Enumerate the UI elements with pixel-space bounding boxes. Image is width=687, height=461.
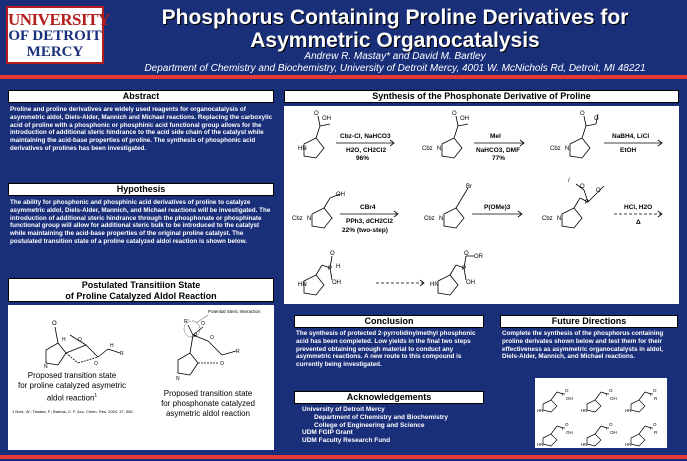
potential-steric-text: Potential Steric Interaction <box>208 309 261 314</box>
svg-text:N: N <box>565 146 570 152</box>
svg-text:N: N <box>557 216 562 222</box>
proline-structure <box>304 116 330 158</box>
ack-line-4: UDM FGIP Grant <box>302 429 353 437</box>
svg-text:OH: OH <box>566 430 573 435</box>
r2-reagent-top: MeI <box>490 133 501 140</box>
acknowledgements-list <box>302 406 448 445</box>
svg-text:Br: Br <box>466 184 472 190</box>
svg-text:OH: OH <box>322 116 331 122</box>
r4-reagent-bottom-1: PPh3, dCH2Cl2 <box>346 218 393 225</box>
ts-reference: 1 Notz, W.; Tanaka, F.; Barbas, C. F. Acc. Chem. Res. 2004, 37, 580. <box>12 409 134 414</box>
ack-line-2: Department of Chemistry and Biochemistry <box>314 413 449 421</box>
svg-text:OH: OH <box>336 192 345 198</box>
synthesis-heading: Synthesis of the Phosphonate Derivative of Proline <box>284 90 679 103</box>
ts-caption-left <box>12 371 132 404</box>
svg-text:Cbz: Cbz <box>422 146 433 152</box>
ack-line-5: UDM Faculty Research Fund <box>302 437 391 445</box>
ts-panel <box>8 305 274 450</box>
university-logo <box>6 6 110 64</box>
svg-text:R: R <box>654 396 658 401</box>
title-line-2: Asymmetric Organocatalysis <box>250 29 540 52</box>
svg-text:P: P <box>650 426 654 431</box>
svg-text:OR: OR <box>474 254 483 260</box>
svg-text:O: O <box>210 335 214 341</box>
svg-text:O: O <box>314 111 319 117</box>
svg-text:HN: HN <box>625 408 632 413</box>
svg-text:N: N <box>307 216 312 222</box>
svg-text:Cbz: Cbz <box>424 216 435 222</box>
svg-text:HN: HN <box>581 442 588 447</box>
svg-text:O: O <box>580 184 585 190</box>
svg-text:H: H <box>110 343 114 349</box>
svg-text:O: O <box>594 116 599 122</box>
ts-caption-left-3: aldol reaction <box>46 393 95 403</box>
svg-text:O: O <box>78 337 82 343</box>
svg-text:HN: HN <box>298 146 307 152</box>
svg-text:O: O <box>94 361 98 367</box>
svg-text:P: P <box>585 200 590 206</box>
logo-line-2-3 <box>8 28 102 60</box>
svg-text:O: O <box>464 251 469 257</box>
ack-line-3: College of Engineering and Science <box>314 421 425 429</box>
svg-text:O: O <box>653 388 657 393</box>
future-heading: Future Directions <box>500 315 678 328</box>
phosphonic-acid-structure <box>438 256 474 295</box>
svg-text:O: O <box>52 321 57 327</box>
svg-text:N: N <box>437 146 442 152</box>
svg-text:O: O <box>201 321 205 327</box>
svg-text:OH: OH <box>332 280 341 286</box>
r4-reagent-bottom-2: 22% (two-step) <box>342 227 388 234</box>
svg-text:Cbz: Cbz <box>542 216 553 222</box>
svg-text:P: P <box>562 426 566 431</box>
r1-yield: 96% <box>356 155 370 162</box>
svg-text:R: R <box>236 349 240 355</box>
svg-text:O: O <box>609 388 613 393</box>
r5-reagent-top: P(OMe)3 <box>484 204 511 211</box>
hypothesis-heading: Hypothesis <box>8 183 274 196</box>
r3-reagent-top: NaBH4, LiCl <box>612 133 650 140</box>
ts-heading-line-2: of Proline Catalyzed Aldol Reaction <box>65 291 217 301</box>
svg-text:R: R <box>654 430 658 435</box>
logo-line-2: OF DETROIT <box>8 28 102 44</box>
poster-title <box>110 6 680 52</box>
conclusion-text: The synthesis of protected 2-pyrrolidinylmethyl phosphonic acid has been completed. Low yields in the final two steps prevented obtaining enough material to conduct any asymmetric reactions. A new route to this compound is currently being investigated. <box>296 330 476 369</box>
future-text: Complete the synthesis of the phosphorus containing proline derivates shown below and test them for their effectiveness as asymmetric organocatalysts in aldol, Diels-Alder, Mannich, and Michael reactions. <box>502 330 664 361</box>
synthesis-panel <box>284 106 679 304</box>
svg-text:OH: OH <box>610 396 617 401</box>
r2-reagent-bottom: NaHCO3, DMF <box>476 147 521 154</box>
ts-caption-left-1: Proposed transition state <box>27 371 117 380</box>
svg-text:/: / <box>568 178 570 184</box>
top-divider <box>0 75 687 79</box>
ts-caption-right <box>146 389 270 419</box>
cbz-prolinol-structure <box>312 194 340 228</box>
potential-steric-label <box>208 309 261 314</box>
svg-text:R': R' <box>184 319 189 325</box>
ts-caption-left-sup: 1 <box>94 393 98 399</box>
r1-reagent-bottom: H2O, CH2Cl2 <box>346 147 387 154</box>
svg-text:N: N <box>439 216 444 222</box>
svg-text:O: O <box>565 388 569 393</box>
logo-line-3: MERCY <box>26 44 84 60</box>
ack-line-1: University of Detroit Mercy <box>302 406 385 413</box>
svg-text:Cbz: Cbz <box>550 146 561 152</box>
svg-text:O: O <box>220 361 224 367</box>
ts-caption-right-1: Proposed transition state <box>163 389 253 398</box>
proline-ts-structure <box>46 327 120 365</box>
svg-text:HN: HN <box>581 408 588 413</box>
r1-reagent-top: Cbz-Cl, NaHCO3 <box>340 133 391 140</box>
svg-text:R: R <box>120 351 124 357</box>
future-structures <box>535 378 667 448</box>
r6-reagent-top: HCl, H2O <box>624 204 653 211</box>
authors: Andrew R. Mastay* and David M. Bartley <box>304 51 486 62</box>
svg-text:OH: OH <box>610 430 617 435</box>
title-line-1: Phosphorus Containing Proline Derivatives for <box>161 6 629 29</box>
svg-text:HN: HN <box>537 408 544 413</box>
svg-text:P: P <box>562 392 566 397</box>
logo-line-1: UNIVERSITY <box>8 10 110 29</box>
svg-text:O: O <box>565 422 569 427</box>
affiliation: Department of Chemistry and Biochemistry, University of Detroit Mercy, 4001 W. McNichols Rd, Detroit, MI 48221 <box>144 63 646 74</box>
svg-text:P: P <box>328 266 333 272</box>
svg-text:HN: HN <box>537 442 544 447</box>
phosphinic-acid-structure <box>304 256 332 295</box>
ts-heading <box>8 278 274 302</box>
ts-caption-right-3: asymetric aldol reaction <box>165 409 251 418</box>
svg-text:O: O <box>330 251 335 257</box>
ts-caption-left-2: for proline catalyzed asymetric <box>17 381 127 390</box>
svg-text:Cbz: Cbz <box>292 216 303 222</box>
svg-text:HN: HN <box>298 282 307 288</box>
abstract-heading: Abstract <box>8 90 274 103</box>
svg-text:O: O <box>596 188 601 194</box>
r4-reagent-top: CBr4 <box>360 204 376 211</box>
svg-text:OH: OH <box>566 396 573 401</box>
svg-text:P: P <box>194 333 198 339</box>
hypothesis-text: The ability for phosphonic and phosphinic acid derivatives of proline to catalyze asymmetric aldol, Diels-Alder, Mannich, and Michael reactions will be investigated. The introduction of additional steric hindrance through the phosphonate or phosphinate functional group will allow for additional steric bulk to be introduced to the catalyst while maintaining the acid-base properties of the original proline catalyst. The postulated transition state of a proline catalyzed aldol reaction is shown below. <box>10 199 271 245</box>
svg-text:HN: HN <box>430 282 439 288</box>
svg-text:O: O <box>653 422 657 427</box>
ts-heading-line-1: Postulated Transitiion State <box>81 280 201 290</box>
ts-caption-right-2: for phosphonate catalyzed <box>161 399 255 408</box>
phosphonate-ts-structure <box>178 325 236 375</box>
svg-text:H: H <box>336 264 341 270</box>
svg-text:O: O <box>580 111 585 117</box>
abstract-text: Proline and proline derivatives are widely used reagents for organocatalysis of asymmetric aldol, Diels-Alder, Mannich and Michael reactions. Replacing the carboxylic acid of proline with a phosphonic or phosphinic acid functional group allows for the introduction of additional steric hindrance to the acid side chain of the catalyst while maintaining the acid-base properties of proline. The synthesis of phosphonic acid derivatives of prolines has been investigated. <box>10 106 273 152</box>
svg-text:P: P <box>462 266 467 272</box>
acknowledgements-heading: Acknowledgements <box>294 391 484 404</box>
svg-text:P: P <box>606 426 610 431</box>
synthesis-scheme <box>284 106 679 304</box>
cbz-bromide-structure <box>444 188 468 228</box>
r6-reagent-bottom: Δ <box>636 219 641 226</box>
svg-text:N: N <box>176 376 180 382</box>
svg-text:H: H <box>62 337 66 343</box>
bottom-divider <box>0 455 687 459</box>
svg-text:OH: OH <box>460 116 469 122</box>
svg-text:O: O <box>452 111 457 117</box>
svg-text:P: P <box>606 392 610 397</box>
svg-text:N: N <box>44 364 48 370</box>
svg-text:HN: HN <box>625 442 632 447</box>
svg-text:P: P <box>650 392 654 397</box>
conclusion-heading: Conclusion <box>294 315 484 328</box>
r3-reagent-bottom: EtOH <box>620 147 637 154</box>
future-structures-panel <box>535 378 667 448</box>
cbz-proline-structure <box>442 116 468 158</box>
svg-text:OH: OH <box>466 280 475 286</box>
svg-text:O: O <box>609 422 613 427</box>
r2-yield: 77% <box>492 155 506 162</box>
